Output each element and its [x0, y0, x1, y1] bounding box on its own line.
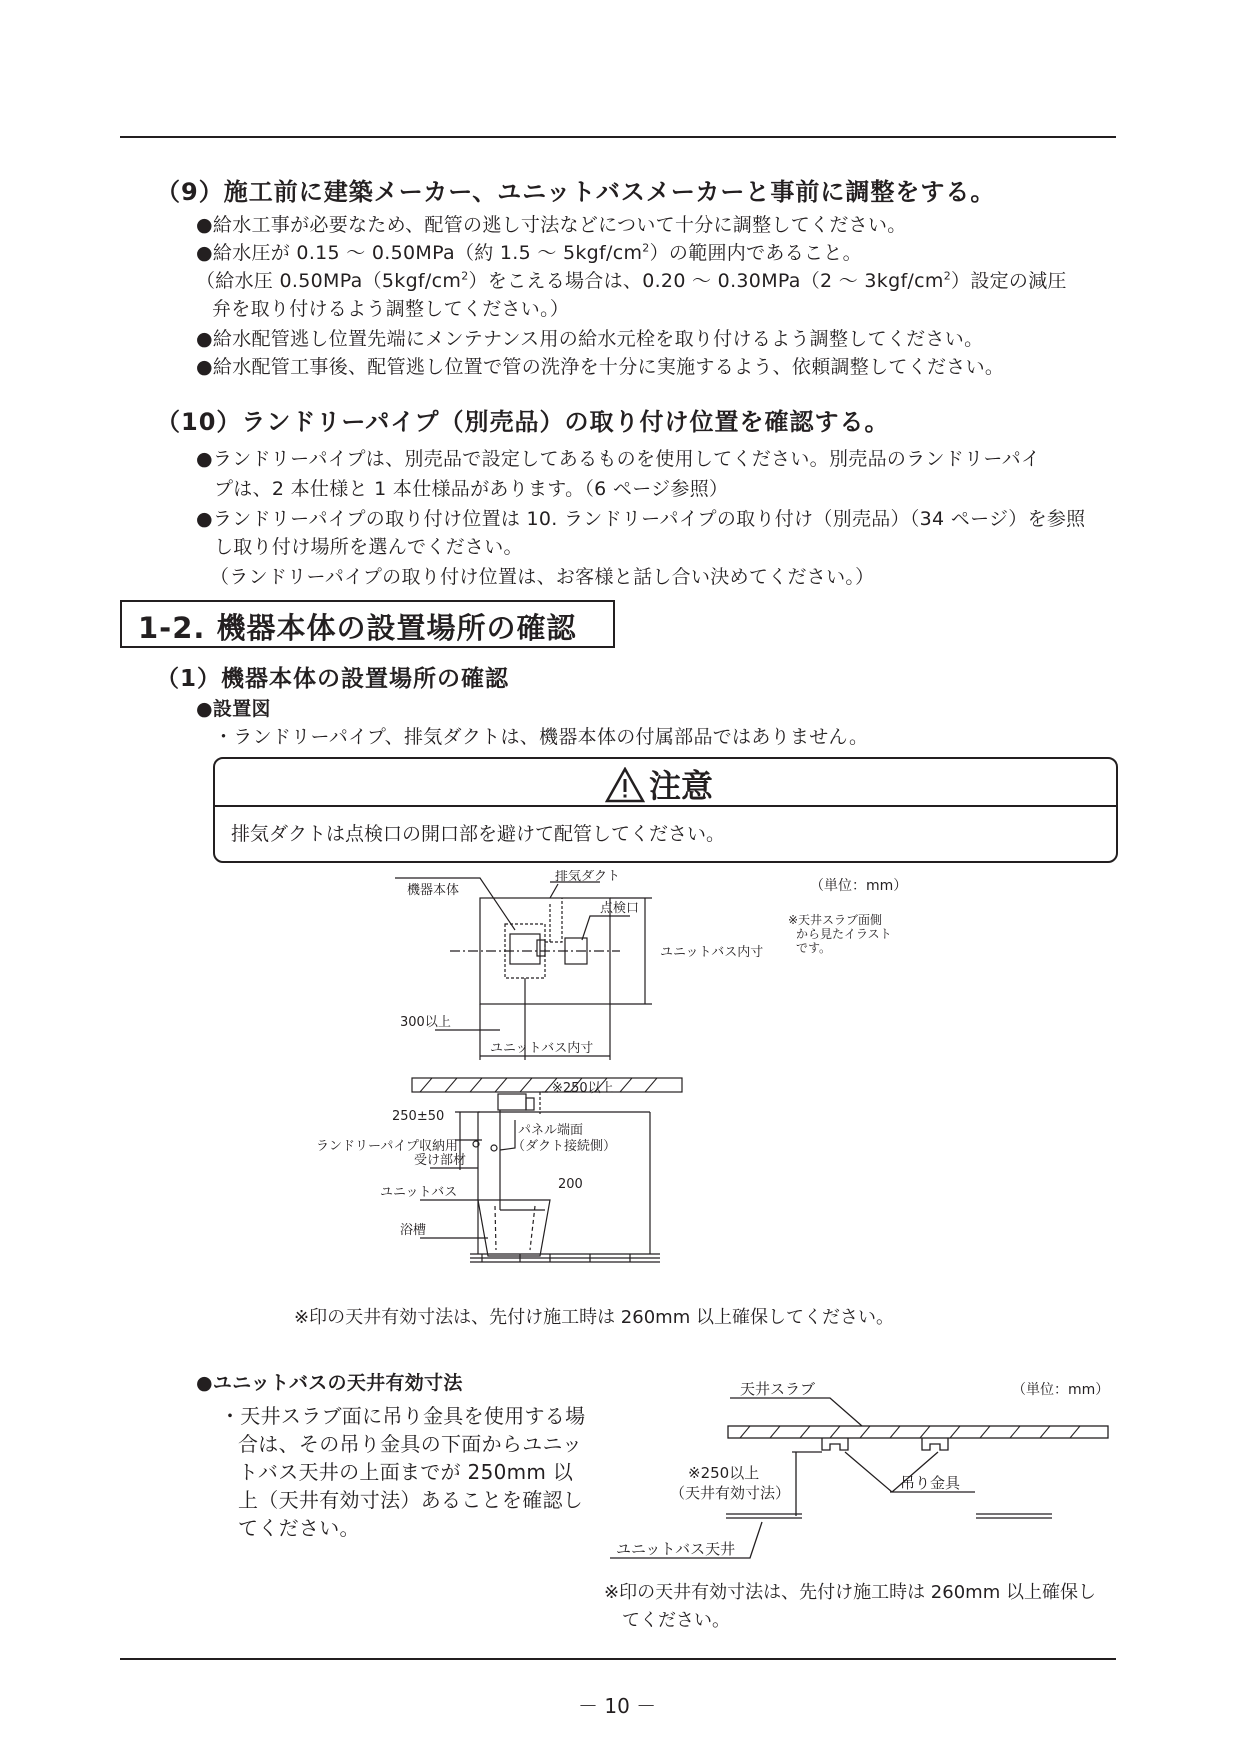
- s9-bullet-2-cont: （給水圧 $0.50MPa(5kgf/cm^2)$をこえる場合は、0.20 ～ 0.30MPa（2 ～ $3kgf/cm^2$）設定の減圧: [196, 269, 1067, 292]
- ceiling-text-4: 上（天井有効寸法）あることを確認し: [238, 1488, 584, 1512]
- s10-bullet-2: ● ランドリーパイプの取り付け位置は 10. ランドリーパイプの取り付け（別売品）（34 ページ）を参照: [196, 504, 1085, 531]
- view-note-3: です。: [796, 941, 832, 955]
- label-300-min: 300以上: [400, 1015, 451, 1030]
- top-rule: [120, 136, 1116, 138]
- warning-triangle-icon: [605, 767, 645, 803]
- section-bathtub: [478, 1200, 550, 1256]
- label-200: 200: [558, 1177, 583, 1192]
- installation-diagram: [300, 870, 960, 1300]
- caution-text: 排気ダクトは点検口の開口部を避けて配管してください。: [231, 823, 726, 845]
- section-unit-body: [498, 1094, 526, 1110]
- label-ub-inner-vertical: ユニットバス内寸: [660, 945, 764, 960]
- label-250-above: ※250以上: [552, 1081, 614, 1096]
- page-number: － 10 －: [578, 1694, 657, 1718]
- ceiling-diagram: [600, 1372, 1120, 1572]
- label-hanger: 吊り金具: [900, 1474, 961, 1492]
- hanger-right: [922, 1438, 948, 1450]
- label-exhaust-duct: 排気ダクト: [555, 870, 621, 884]
- s10-bullet-1: ● ランドリーパイプは、別売品で設定してあるものを使用してください。別売品のランドリーパイ: [196, 444, 1040, 471]
- unit-note-1: （単位：mm）: [810, 878, 908, 894]
- ceiling-text-3: トバス天井の上面までが 250mm 以: [238, 1460, 574, 1484]
- caution-box: [213, 757, 1118, 863]
- s10-bullet-1-cont: プは、2 本仕様と 1 本仕様品があります。（6 ページ参照）: [214, 478, 729, 500]
- label-ceiling-effective: （天井有効寸法）: [670, 1484, 791, 1502]
- label-unitbath: ユニットバス: [380, 1185, 458, 1200]
- label-250-min: ※250以上: [688, 1464, 760, 1482]
- label-unit-body: 機器本体: [407, 883, 460, 898]
- diagram2-footnote-1: ※印の天井有効寸法は、先付け施工時は 260mm 以上確保し: [604, 1582, 1096, 1603]
- label-ub-inner-horizontal: ユニットバス内寸: [490, 1041, 594, 1056]
- s9-bullet-2-cont2: 弁を取り付けるよう調整してください。）: [212, 298, 570, 320]
- s9-bullet-3: ● 給水配管逃し位置先端にメンテナンス用の給水元栓を取り付けるよう調整してください。: [196, 324, 983, 351]
- bullet-setup-diagram: ● 設置図: [196, 694, 271, 721]
- s10-bullet-2-cont: し取り付け場所を選んでください。: [214, 536, 523, 558]
- caution-divider: [215, 805, 1116, 807]
- heading-10: （10）ランドリーパイプ（別売品）の取り付け位置を確認する。: [156, 408, 890, 436]
- caution-title: 注意: [605, 761, 713, 807]
- bottom-rule: [120, 1658, 1116, 1660]
- view-note-1: ※天井スラブ面側: [788, 913, 883, 927]
- label-laundry-receiver-1: ランドリーパイプ収納用: [316, 1139, 458, 1154]
- label-panel-end-1: パネル端面: [518, 1123, 584, 1138]
- ceiling-text-1: ・天井スラブ面に吊り金具を使用する場: [220, 1404, 586, 1428]
- view-note-2: から見たイラスト: [796, 927, 892, 941]
- heading-9: （9）施工前に建築メーカー、ユニットバスメーカーと事前に調整をする。: [156, 178, 996, 206]
- label-ceiling-slab: 天井スラブ: [740, 1380, 816, 1398]
- diagram2-footnote-2: てください。: [622, 1610, 730, 1631]
- diagram1-footnote: ※印の天井有効寸法は、先付け施工時は 260mm 以上確保してください。: [294, 1307, 894, 1328]
- ceiling-text-2: 合は、その吊り金具の下面からユニッ: [238, 1432, 583, 1456]
- subsection-1: （1）機器本体の設置場所の確認: [156, 666, 510, 692]
- label-laundry-receiver-2: 受け部材: [414, 1153, 467, 1168]
- ceiling-text-5: てください。: [238, 1516, 360, 1540]
- label-bathtub: 浴槽: [400, 1223, 427, 1238]
- ceiling-slab: [728, 1426, 1108, 1438]
- plan-unit-body: [510, 934, 540, 964]
- label-inspection-opening: 点検口: [600, 901, 640, 916]
- s9-bullet-2: ●給水圧が 0.15 ～ 0.50MPa（約 1.5 ～ $5kgf/cm^2$）の範囲内であること。: [196, 241, 862, 264]
- s10-bullet-2-cont2: （ランドリーパイプの取り付け位置は、お客様と話し合い決めてください。）: [210, 566, 875, 588]
- s9-bullet-1: ● 給水工事が必要なため、配管の逃し寸法などについて十分に調整してください。: [196, 210, 907, 237]
- label-250pm50: 250±50: [392, 1109, 445, 1124]
- section-title: 1-2. 機器本体の設置場所の確認: [138, 611, 577, 645]
- setup-note: ・ランドリーパイプ、排気ダクトは、機器本体の付属部品ではありません。: [214, 726, 869, 748]
- section-title-box: [120, 600, 615, 648]
- hanger-left: [822, 1438, 848, 1450]
- bullet-ceiling-dimension: ● ユニットバスの天井有効寸法: [196, 1368, 463, 1395]
- s9-bullet-4: ● 給水配管工事後、配管逃し位置で管の洗浄を十分に実施するよう、依頼調整してください。: [196, 352, 1004, 379]
- unit-note-2: （単位：mm）: [1012, 1382, 1110, 1398]
- label-ub-ceiling: ユニットバス天井: [616, 1540, 736, 1558]
- label-panel-end-2: （ダクト接続側）: [512, 1139, 617, 1154]
